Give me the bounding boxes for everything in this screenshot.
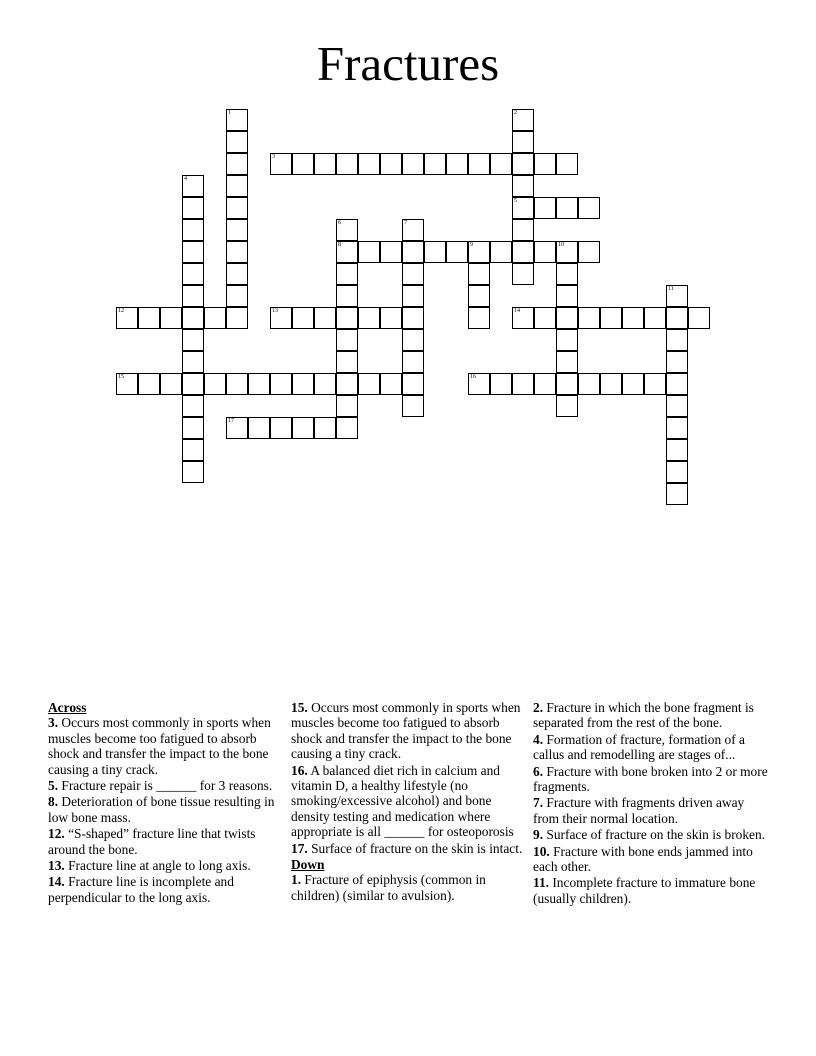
grid-cell[interactable] xyxy=(534,241,556,263)
grid-cell[interactable] xyxy=(490,153,512,175)
grid-cell[interactable] xyxy=(512,175,534,197)
grid-cell[interactable] xyxy=(666,439,688,461)
grid-cell-1[interactable] xyxy=(226,109,248,131)
grid-cell[interactable] xyxy=(402,285,424,307)
grid-cell[interactable] xyxy=(644,307,666,329)
grid-cell[interactable] xyxy=(534,307,556,329)
clue-across-5 xyxy=(48,778,280,793)
grid-cell[interactable] xyxy=(490,241,512,263)
grid-cell[interactable] xyxy=(226,131,248,153)
grid-cell[interactable] xyxy=(380,241,402,263)
grid-cell-12[interactable] xyxy=(116,307,138,329)
clue-number: 8 xyxy=(338,242,341,248)
clue-text: “S-shaped” fracture line that twists around the bone. xyxy=(48,826,256,857)
grid-cell[interactable] xyxy=(380,153,402,175)
puzzle-title: Fractures xyxy=(316,36,500,91)
grid-cell[interactable] xyxy=(534,197,556,219)
grid-cell[interactable] xyxy=(226,373,248,395)
clue-across-13 xyxy=(48,858,280,873)
clue-down-9 xyxy=(533,827,771,842)
grid-cell[interactable] xyxy=(336,285,358,307)
clue-down-1 xyxy=(291,872,525,903)
grid-cell-6[interactable] xyxy=(336,219,358,241)
grid-cell[interactable] xyxy=(292,373,314,395)
grid-cell[interactable] xyxy=(336,329,358,351)
grid-cell[interactable] xyxy=(336,417,358,439)
grid-cell[interactable] xyxy=(226,219,248,241)
clue-number-label: 17. xyxy=(291,840,308,856)
clue-number: 17 xyxy=(228,418,234,424)
clue-down-7 xyxy=(533,795,771,826)
clue-text: Fracture with bone ends jammed into each other. xyxy=(533,843,753,875)
grid-cell[interactable] xyxy=(336,351,358,373)
grid-cell[interactable] xyxy=(556,285,578,307)
clue-number-label: 10. xyxy=(533,843,550,859)
grid-cell[interactable] xyxy=(578,307,600,329)
grid-cell[interactable] xyxy=(336,373,358,395)
clue-number: 11 xyxy=(668,286,674,292)
clue-number-label: 2. xyxy=(533,700,544,715)
clue-number-label: 12. xyxy=(48,826,65,842)
grid-cell[interactable] xyxy=(182,241,204,263)
grid-cell[interactable] xyxy=(556,395,578,417)
clue-text: Surface of fracture on the skin is intact. xyxy=(307,840,523,856)
grid-cell[interactable] xyxy=(666,329,688,351)
grid-cell-8[interactable] xyxy=(336,241,358,263)
grid-cell[interactable] xyxy=(424,153,446,175)
grid-cell[interactable] xyxy=(666,351,688,373)
grid-cell[interactable] xyxy=(358,307,380,329)
grid-cell[interactable] xyxy=(226,241,248,263)
grid-cell[interactable] xyxy=(248,417,270,439)
clue-number-label: 4. xyxy=(533,731,544,747)
grid-cell[interactable] xyxy=(556,153,578,175)
grid-cell[interactable] xyxy=(226,285,248,307)
grid-cell-17[interactable] xyxy=(226,417,248,439)
grid-cell[interactable] xyxy=(380,307,402,329)
grid-cell[interactable] xyxy=(292,153,314,175)
grid-cell[interactable] xyxy=(622,307,644,329)
clue-number-label: 5. xyxy=(48,778,59,794)
grid-cell[interactable] xyxy=(336,307,358,329)
clue-number: 14 xyxy=(514,308,520,314)
clue-number: 12 xyxy=(118,308,124,314)
clue-number: 9 xyxy=(470,242,473,248)
clue-down-4 xyxy=(533,732,771,763)
clue-text: Fracture of epiphysis (common in children) (similar to avulsion). xyxy=(291,872,486,903)
grid-cell[interactable] xyxy=(182,197,204,219)
clue-across-14 xyxy=(48,874,280,905)
grid-cell[interactable] xyxy=(446,153,468,175)
grid-cell[interactable] xyxy=(534,373,556,395)
clue-text: A balanced diet rich in calcium and vitamin D, a healthy lifestyle (no smoking/excessive alcohol) and bone density testing and medication where appropriate is all ______ for osteoporosis xyxy=(291,762,514,840)
clue-across-3 xyxy=(48,715,280,777)
clue-number-label: 9. xyxy=(533,827,544,843)
grid-cell[interactable] xyxy=(468,285,490,307)
grid-cell[interactable] xyxy=(402,395,424,417)
grid-cell[interactable] xyxy=(402,373,424,395)
grid-cell[interactable] xyxy=(226,197,248,219)
clue-text: Occurs most commonly in sports when muscles become too fatigued to absorb shock and transfer the impact to the bone causing a tiny crack. xyxy=(291,700,521,762)
grid-cell[interactable] xyxy=(204,307,226,329)
grid-cell[interactable] xyxy=(666,307,688,329)
grid-cell-3[interactable] xyxy=(270,153,292,175)
grid-cell-4[interactable] xyxy=(182,175,204,197)
grid-cell[interactable] xyxy=(556,329,578,351)
grid-cell[interactable] xyxy=(688,307,710,329)
grid-cell[interactable] xyxy=(402,263,424,285)
grid-cell[interactable] xyxy=(666,417,688,439)
clue-down-2 xyxy=(533,700,771,731)
grid-cell[interactable] xyxy=(182,329,204,351)
clue-number-label: 6. xyxy=(533,763,544,779)
grid-cell[interactable] xyxy=(534,153,556,175)
grid-cell[interactable] xyxy=(512,153,534,175)
grid-cell[interactable] xyxy=(270,417,292,439)
grid-cell[interactable] xyxy=(182,395,204,417)
clue-across-17 xyxy=(291,841,525,856)
grid-cell[interactable] xyxy=(314,153,336,175)
grid-cell-13[interactable] xyxy=(270,307,292,329)
grid-cell[interactable] xyxy=(556,263,578,285)
clue-text: Fracture repair is ______ for 3 reasons. xyxy=(58,778,273,794)
clue-number: 6 xyxy=(338,220,341,226)
grid-cell[interactable] xyxy=(578,197,600,219)
clue-text: Fracture line is incomplete and perpendicular to the long axis. xyxy=(48,874,234,905)
grid-cell[interactable] xyxy=(556,307,578,329)
grid-cell[interactable] xyxy=(666,461,688,483)
clue-text: Fracture line at angle to long axis. xyxy=(64,858,251,874)
clue-number-label: 7. xyxy=(533,795,544,811)
grid-cell[interactable] xyxy=(292,307,314,329)
grid-cell[interactable] xyxy=(402,351,424,373)
grid-cell[interactable] xyxy=(248,373,270,395)
clue-across-8 xyxy=(48,794,280,825)
clue-text: Fracture with bone broken into 2 or more fragments. xyxy=(533,763,768,795)
grid-cell[interactable] xyxy=(182,285,204,307)
grid-cell-2[interactable] xyxy=(512,109,534,131)
clue-number: 7 xyxy=(404,220,407,226)
grid-cell[interactable] xyxy=(226,153,248,175)
grid-cell[interactable] xyxy=(314,307,336,329)
grid-cell[interactable] xyxy=(468,153,490,175)
clue-number-label: 13. xyxy=(48,858,65,874)
grid-cell[interactable] xyxy=(402,307,424,329)
grid-cell[interactable] xyxy=(336,395,358,417)
clue-number: 4 xyxy=(184,176,187,182)
clue-text: Fracture with fragments driven away from their normal location. xyxy=(533,795,745,826)
clue-number-label: 1. xyxy=(291,872,302,888)
grid-cell[interactable] xyxy=(556,351,578,373)
grid-cell[interactable] xyxy=(160,307,182,329)
grid-cell[interactable] xyxy=(512,131,534,153)
grid-cell-7[interactable] xyxy=(402,219,424,241)
grid-cell[interactable] xyxy=(424,241,446,263)
grid-cell[interactable] xyxy=(644,373,666,395)
clue-down-11 xyxy=(533,875,771,906)
grid-cell[interactable] xyxy=(622,373,644,395)
grid-cell[interactable] xyxy=(468,263,490,285)
grid-cell[interactable] xyxy=(666,373,688,395)
grid-cell[interactable] xyxy=(182,219,204,241)
grid-cell-5[interactable] xyxy=(512,197,534,219)
down-heading: Down xyxy=(291,857,325,873)
clue-across-16 xyxy=(291,763,525,840)
clue-number: 16 xyxy=(470,374,476,380)
grid-cell-10[interactable] xyxy=(556,241,578,263)
clue-column-2 xyxy=(291,700,525,904)
grid-cell-9[interactable] xyxy=(468,241,490,263)
grid-cell[interactable] xyxy=(292,417,314,439)
grid-cell[interactable] xyxy=(204,373,226,395)
grid-cell[interactable] xyxy=(578,373,600,395)
clue-number: 2 xyxy=(514,110,517,116)
grid-cell[interactable] xyxy=(358,241,380,263)
grid-cell[interactable] xyxy=(182,307,204,329)
grid-cell[interactable] xyxy=(270,373,292,395)
clue-number: 1 xyxy=(228,110,231,116)
clue-text: Surface of fracture on the skin is broken. xyxy=(543,827,766,843)
clue-across-15 xyxy=(291,700,525,762)
grid-cell[interactable] xyxy=(358,373,380,395)
clue-number-label: 15. xyxy=(291,700,308,715)
grid-cell[interactable] xyxy=(512,263,534,285)
grid-cell[interactable] xyxy=(556,197,578,219)
grid-cell[interactable] xyxy=(666,483,688,505)
grid-cell[interactable] xyxy=(182,351,204,373)
grid-cell[interactable] xyxy=(512,373,534,395)
grid-cell[interactable] xyxy=(182,439,204,461)
grid-cell[interactable] xyxy=(402,241,424,263)
clue-number-label: 11. xyxy=(533,875,549,891)
grid-cell[interactable] xyxy=(336,153,358,175)
clue-text: Occurs most commonly in sports when muscles become too fatigued to absorb shock and transfer the impact to the bone causing a tiny crack. xyxy=(48,715,271,777)
grid-cell[interactable] xyxy=(160,373,182,395)
grid-cell[interactable] xyxy=(226,175,248,197)
grid-cell[interactable] xyxy=(380,373,402,395)
grid-cell[interactable] xyxy=(600,307,622,329)
clue-text: Incomplete fracture to immature bone (usually children). xyxy=(533,875,756,906)
crossword-grid xyxy=(0,0,816,520)
grid-cell-15[interactable] xyxy=(116,373,138,395)
grid-cell[interactable] xyxy=(358,153,380,175)
grid-cell-11[interactable] xyxy=(666,285,688,307)
grid-cell[interactable] xyxy=(490,373,512,395)
grid-cell-16[interactable] xyxy=(468,373,490,395)
grid-cell[interactable] xyxy=(556,373,578,395)
grid-cell[interactable] xyxy=(402,153,424,175)
across-heading: Across xyxy=(48,700,87,715)
clue-number-label: 3. xyxy=(48,715,59,731)
grid-cell[interactable] xyxy=(226,307,248,329)
grid-cell[interactable] xyxy=(512,241,534,263)
grid-cell[interactable] xyxy=(182,461,204,483)
grid-cell[interactable] xyxy=(182,417,204,439)
clue-number: 10 xyxy=(558,242,564,248)
clue-number: 15 xyxy=(118,374,124,380)
clue-text: Fracture in which the bone fragment is separated from the rest of the bone. xyxy=(533,700,754,731)
clue-column-1 xyxy=(48,700,280,906)
clue-text: Deterioration of bone tissue resulting in low bone mass. xyxy=(48,794,275,825)
clue-number: 3 xyxy=(272,154,275,160)
grid-cell[interactable] xyxy=(182,373,204,395)
grid-cell[interactable] xyxy=(512,219,534,241)
grid-cell[interactable] xyxy=(666,395,688,417)
clue-number: 5 xyxy=(514,198,517,204)
grid-cell[interactable] xyxy=(402,329,424,351)
grid-cell[interactable] xyxy=(314,417,336,439)
clue-text: Formation of fracture, formation of a callus and remodelling are stages of... xyxy=(533,731,745,763)
clue-number-label: 14. xyxy=(48,874,65,890)
grid-cell[interactable] xyxy=(314,373,336,395)
grid-cell[interactable] xyxy=(468,307,490,329)
grid-cell[interactable] xyxy=(226,263,248,285)
clue-down-10 xyxy=(533,844,771,875)
clue-number-label: 16. xyxy=(291,762,308,778)
clue-across-12 xyxy=(48,826,280,857)
grid-cell[interactable] xyxy=(138,373,160,395)
grid-cell[interactable] xyxy=(336,263,358,285)
clue-number: 13 xyxy=(272,308,278,314)
grid-cell[interactable] xyxy=(446,241,468,263)
clue-column-3 xyxy=(533,700,771,907)
grid-cell[interactable] xyxy=(182,263,204,285)
grid-cell[interactable] xyxy=(138,307,160,329)
grid-cell[interactable] xyxy=(578,241,600,263)
grid-cell[interactable] xyxy=(600,373,622,395)
grid-cell-14[interactable] xyxy=(512,307,534,329)
clue-down-6 xyxy=(533,764,771,795)
clue-number-label: 8. xyxy=(48,794,59,810)
